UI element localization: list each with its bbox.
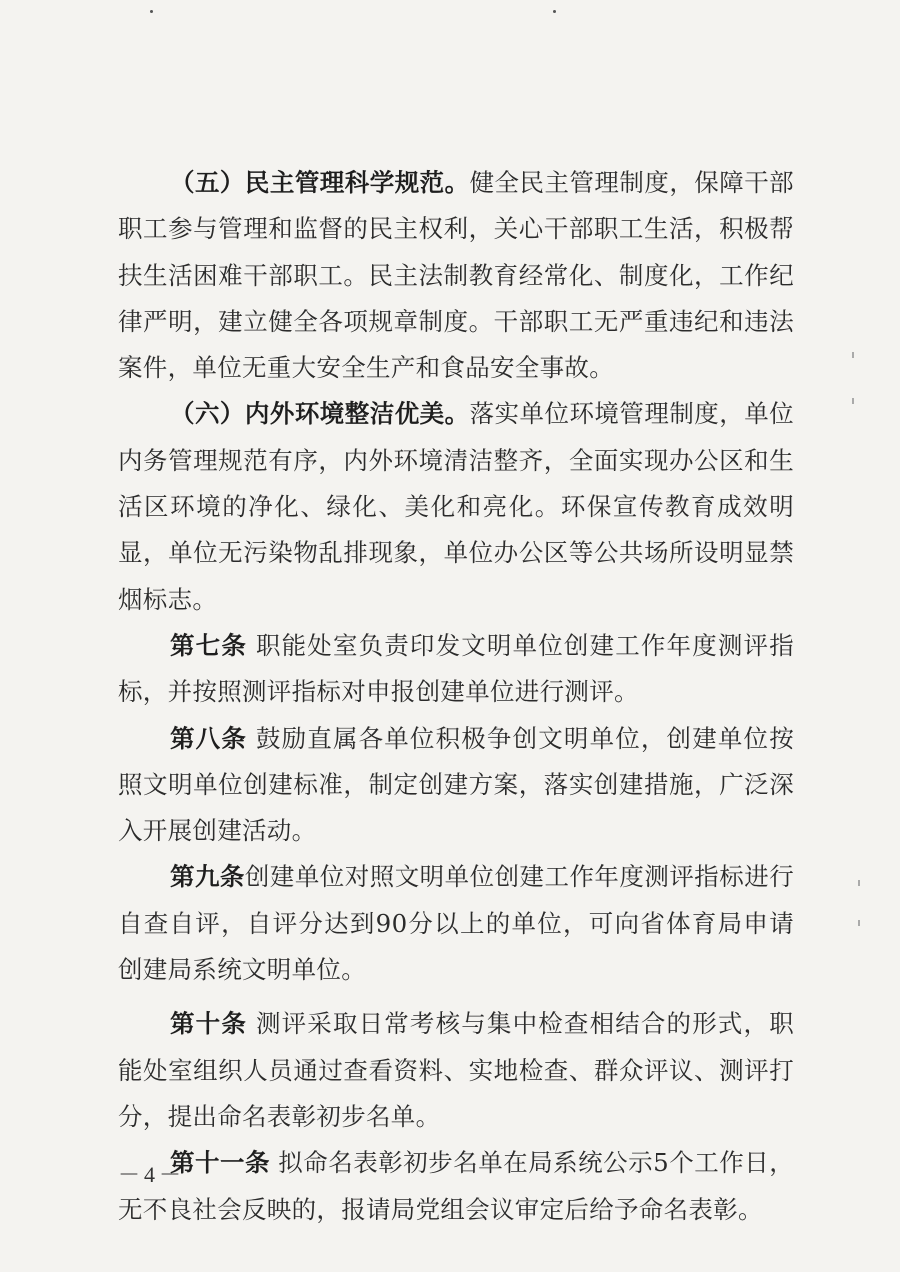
article-heading: 第七条 xyxy=(170,630,247,660)
article-heading: 第九条 xyxy=(170,862,245,892)
article-11 xyxy=(118,1140,794,1233)
article-10 xyxy=(118,1001,794,1140)
spacer xyxy=(118,993,794,1001)
article-9 xyxy=(118,854,794,993)
paragraph-text: 落实单位环境管理制度，单位内务管理规范有序，内外环境清洁整齐，全面实现办公区和生活区环境的净化、绿化、美化和亮化。环保宣传教育成效明显，单位无污染物乱排现象，单位办公区等公共场所设明显禁烟标志。 xyxy=(118,399,794,614)
page-number: －4－ xyxy=(118,1162,186,1187)
paragraph-democratic-management xyxy=(118,160,794,391)
document-body xyxy=(118,160,794,1233)
paragraph-environment xyxy=(118,391,794,622)
article-heading: 第八条 xyxy=(170,723,247,753)
margin-mark xyxy=(858,880,860,886)
article-text: 职能处室负责印发文明单位创建工作年度测评指标，并按照测评指标对申报创建单位进行测评。 xyxy=(118,630,795,707)
article-text: 创建单位对照文明单位创建工作年度测评指标进行自查自评，自评分达到90分以上的单位，可向省体育局申请创建局系统文明单位。 xyxy=(118,862,794,985)
article-text: 鼓励直属各单位积极争创文明单位，创建单位按照文明单位创建标准，制定创建方案，落实创建措施，广泛深入开展创建活动。 xyxy=(118,723,795,846)
margin-mark xyxy=(852,352,854,358)
article-7 xyxy=(118,623,794,716)
article-text: 测评采取日常考核与集中检查相结合的形式，职能处室组织人员通过查看资料、实地检查、群众评议、测评打分，提出命名表彰初步名单。 xyxy=(118,1009,795,1131)
margin-mark xyxy=(858,920,860,926)
article-heading: 第十条 xyxy=(170,1009,247,1039)
margin-mark xyxy=(852,398,854,404)
article-8 xyxy=(118,716,794,855)
paragraph-heading: （六）内外环境整洁优美。 xyxy=(170,399,470,429)
paragraph-heading: （五）民主管理科学规范。 xyxy=(170,168,470,197)
article-heading: 第十一条 xyxy=(170,1148,270,1178)
scan-mark xyxy=(553,10,556,13)
paragraph-text: 健全民主管理制度，保障干部职工参与管理和监督的民主权利，关心干部职工生活，积极帮扶生活困难干部职工。民主法制教育经常化、制度化，工作纪律严明，建立健全各项规章制度。干部职工无严重违纪和违法案件，单位无重大安全生产和食品安全事故。 xyxy=(118,168,794,383)
scan-mark xyxy=(150,10,153,13)
article-text: 拟命名表彰初步名单在局系统公示5个工作日，无不良社会反映的，报请局党组会议审定后给予命名表彰。 xyxy=(118,1148,794,1224)
